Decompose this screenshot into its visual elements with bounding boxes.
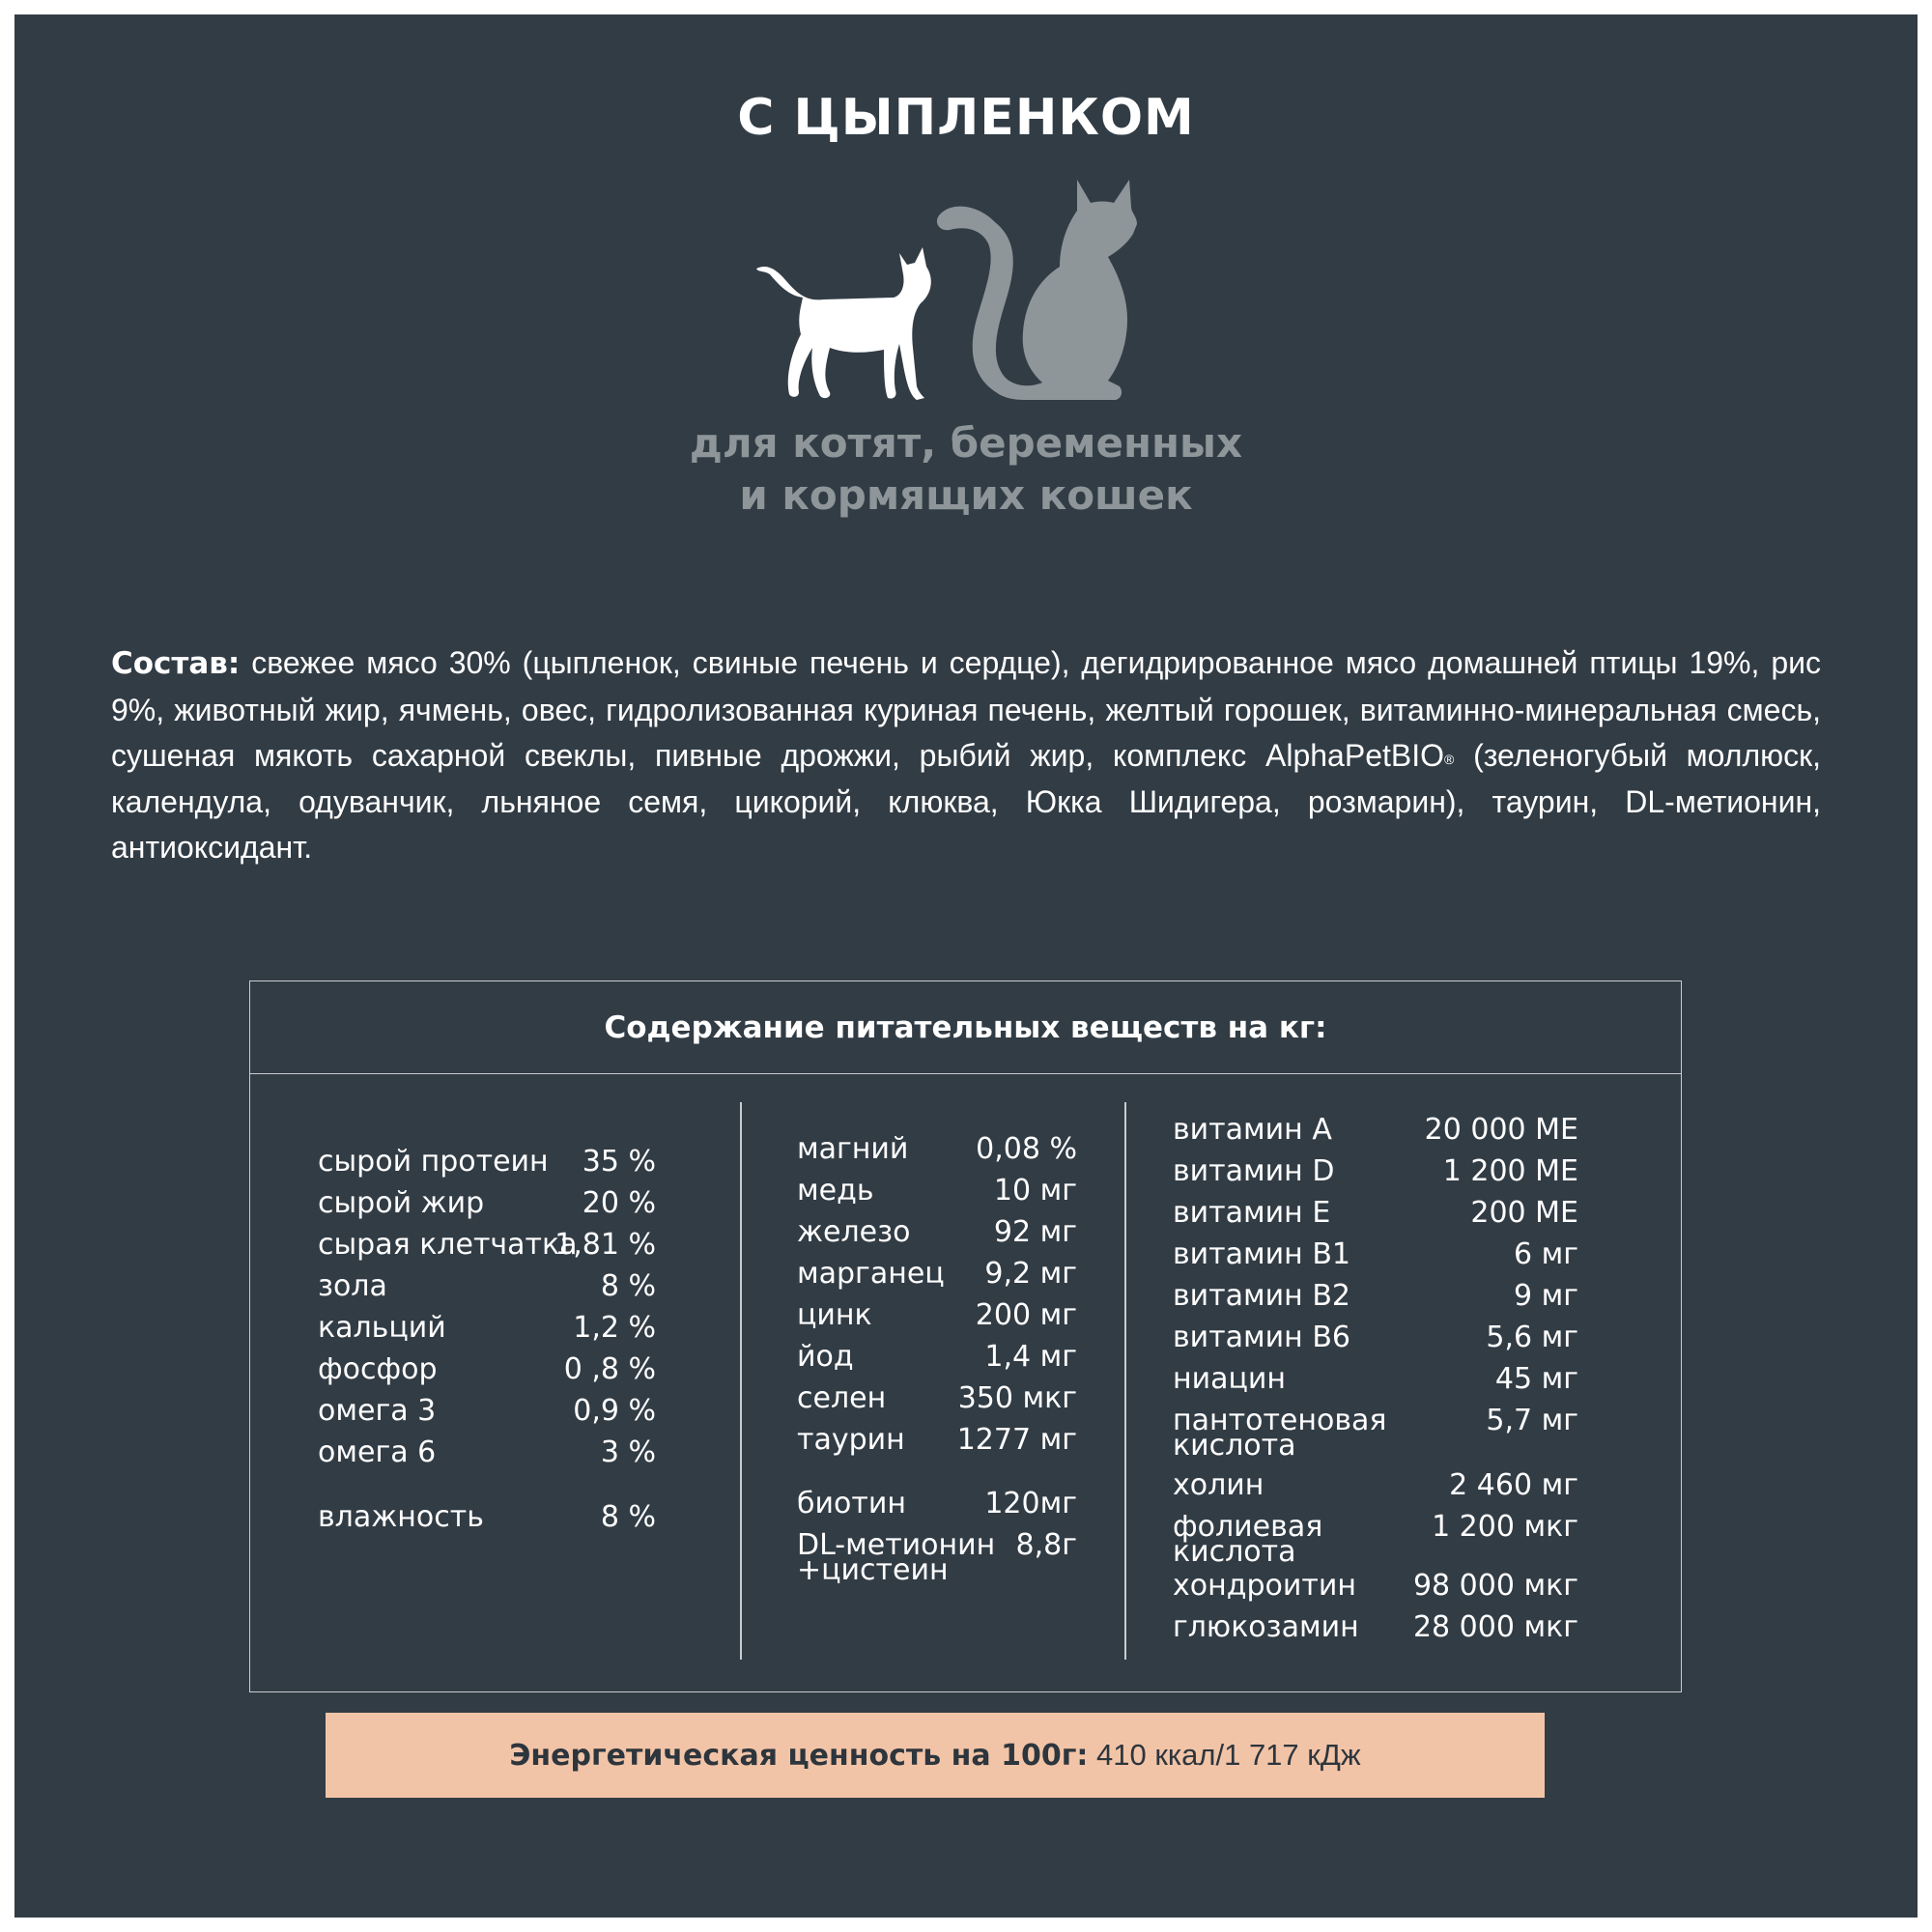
nutrient-name: хондроитин [1173,1569,1356,1603]
nutrient-value: 200 МЕ [1470,1196,1578,1230]
energy-value-band [326,1713,1545,1798]
nutrient-value: 1 200 МЕ [1442,1154,1578,1188]
nutrient-value: 92 мг [993,1215,1077,1249]
nutrient-value: 45 мг [1494,1362,1578,1396]
target-audience-line2: и кормящих кошек [739,471,1193,519]
nutrient-name-cont: кислота [1173,1429,1296,1463]
nutrient-value: 3 % [600,1435,656,1469]
nutrient-name: омега 6 [318,1435,437,1469]
energy-label: Энергетическая ценность на 100г: [509,1739,1089,1773]
nutrient-name: DL-метионин [797,1528,996,1562]
nutrient-value: 20 000 МЕ [1424,1113,1578,1147]
nutrient-row [797,1530,1077,1592]
nutrient-name: влажность [318,1500,484,1534]
column-divider [740,1102,742,1660]
nutrient-name: витамин B2 [1173,1279,1350,1313]
nutrient-value: 5,7 мг [1486,1404,1578,1437]
nutrient-name: сырой жир [318,1186,485,1220]
cats-illustration [749,174,1193,406]
nutrient-name: холин [1173,1468,1264,1502]
nutrient-name: магний [797,1132,909,1166]
nutrient-value: 8 % [600,1269,656,1303]
nutrient-name-cont: кислота [1173,1535,1296,1569]
composition-body-end: (зеленогубый моллюск, календула, одуванчик, льняное семя, цикорий, клюква, Юкка Шидигера, розмарин), таурин, DL-метионин, антиоксидант. [111,738,1822,865]
nutrient-value: 35 % [582,1145,656,1179]
nutrient-name: пантотеновая [1173,1404,1387,1437]
nutrient-name: сырая клетчатка [318,1228,578,1262]
nutrient-value: 200 мг [975,1298,1077,1332]
nutrient-table [249,980,1682,1692]
nutrient-table-header: Содержание питательных веществ на кг: [250,981,1681,1074]
nutrient-name: сырой протеин [318,1145,549,1179]
target-audience [0,417,1932,522]
nutrient-name: глюкозамин [1173,1610,1359,1644]
target-audience-line1: для котят, беременных [689,419,1243,467]
nutrient-name: витамин B6 [1173,1321,1350,1354]
nutrient-value: 0,9 % [573,1394,656,1428]
nutrient-value: 1,2 % [573,1311,656,1345]
cat-icon [937,180,1137,400]
composition-text [111,640,1821,871]
nutrient-value: 20 % [582,1186,656,1220]
nutrient-name: ниацин [1173,1362,1287,1396]
composition-body: свежее мясо 30% (цыпленок, свиные печень и сердце), дегидрированное мясо домашней птицы 19%, рис 9%, животный жир, ячмень, овес, гидролизованная куриная печень, желтый горошек, витаминно-минеральная смесь, сушеная мякоть сахарной свеклы, пивные дрожжи, рыбий жир, комплекс AlphaPetBIO [111,645,1821,773]
nutrient-value: 8 % [600,1500,656,1534]
nutrient-value: 28 000 мкг [1412,1610,1578,1644]
nutrient-name: витамин A [1173,1113,1332,1147]
registered-mark: ® [1444,752,1455,767]
nutrient-row [1173,1406,1578,1467]
nutrient-name-cont: +цистеин [797,1553,949,1587]
nutrient-value: 5,6 мг [1486,1321,1578,1354]
nutrient-row [1173,1612,1578,1674]
product-title: С ЦЫПЛЕНКОМ [737,89,1195,147]
nutrient-name: марганец [797,1257,945,1291]
nutrient-name: медь [797,1174,874,1208]
nutrient-value: 6 мг [1513,1237,1578,1271]
nutrient-value: 0,08 % [976,1132,1077,1166]
nutrient-value: 1277 мг [956,1423,1077,1457]
nutrient-value: 98 000 мкг [1412,1569,1578,1603]
nutrient-name: фосфор [318,1352,438,1386]
column-divider [1124,1102,1126,1660]
kitten-icon [756,247,931,400]
nutrient-row [797,1425,1077,1487]
nutrient-name: биотин [797,1487,906,1520]
nutrient-name: таурин [797,1423,905,1457]
nutrient-row [1173,1512,1578,1574]
nutrient-value: 10 мг [993,1174,1077,1208]
nutrient-name: омега 3 [318,1394,437,1428]
composition-label: Состав: [111,646,241,681]
nutrient-value: 9,2 мг [984,1257,1077,1291]
nutrient-name: зола [318,1269,387,1303]
nutrient-value: 120мг [984,1487,1077,1520]
nutrient-name: витамин E [1173,1196,1331,1230]
nutrient-value: 350 мкг [957,1381,1077,1415]
nutrient-value: 1,81 % [554,1228,656,1262]
nutrient-value: 0 ,8 % [563,1352,656,1386]
nutrient-name: витамин D [1173,1154,1335,1188]
nutrient-name: фолиевая [1173,1510,1323,1544]
nutrient-value: 1 200 мкг [1432,1510,1578,1544]
nutrient-name: цинк [797,1298,872,1332]
nutrient-value: 2 460 мг [1449,1468,1578,1502]
nutrient-row [318,1502,656,1564]
nutrient-name: селен [797,1381,887,1415]
nutrient-name: железо [797,1215,911,1249]
nutrient-row [318,1437,656,1499]
nutrient-value: 8,8г [1015,1528,1077,1562]
nutrient-name: кальций [318,1311,446,1345]
nutrient-value: 1,4 мг [984,1340,1077,1374]
energy-value: 410 ккал/1 717 кДж [1088,1738,1361,1772]
nutrient-name: витамин B1 [1173,1237,1350,1271]
nutrient-name: йод [797,1340,854,1374]
nutrient-value: 9 мг [1513,1279,1578,1313]
